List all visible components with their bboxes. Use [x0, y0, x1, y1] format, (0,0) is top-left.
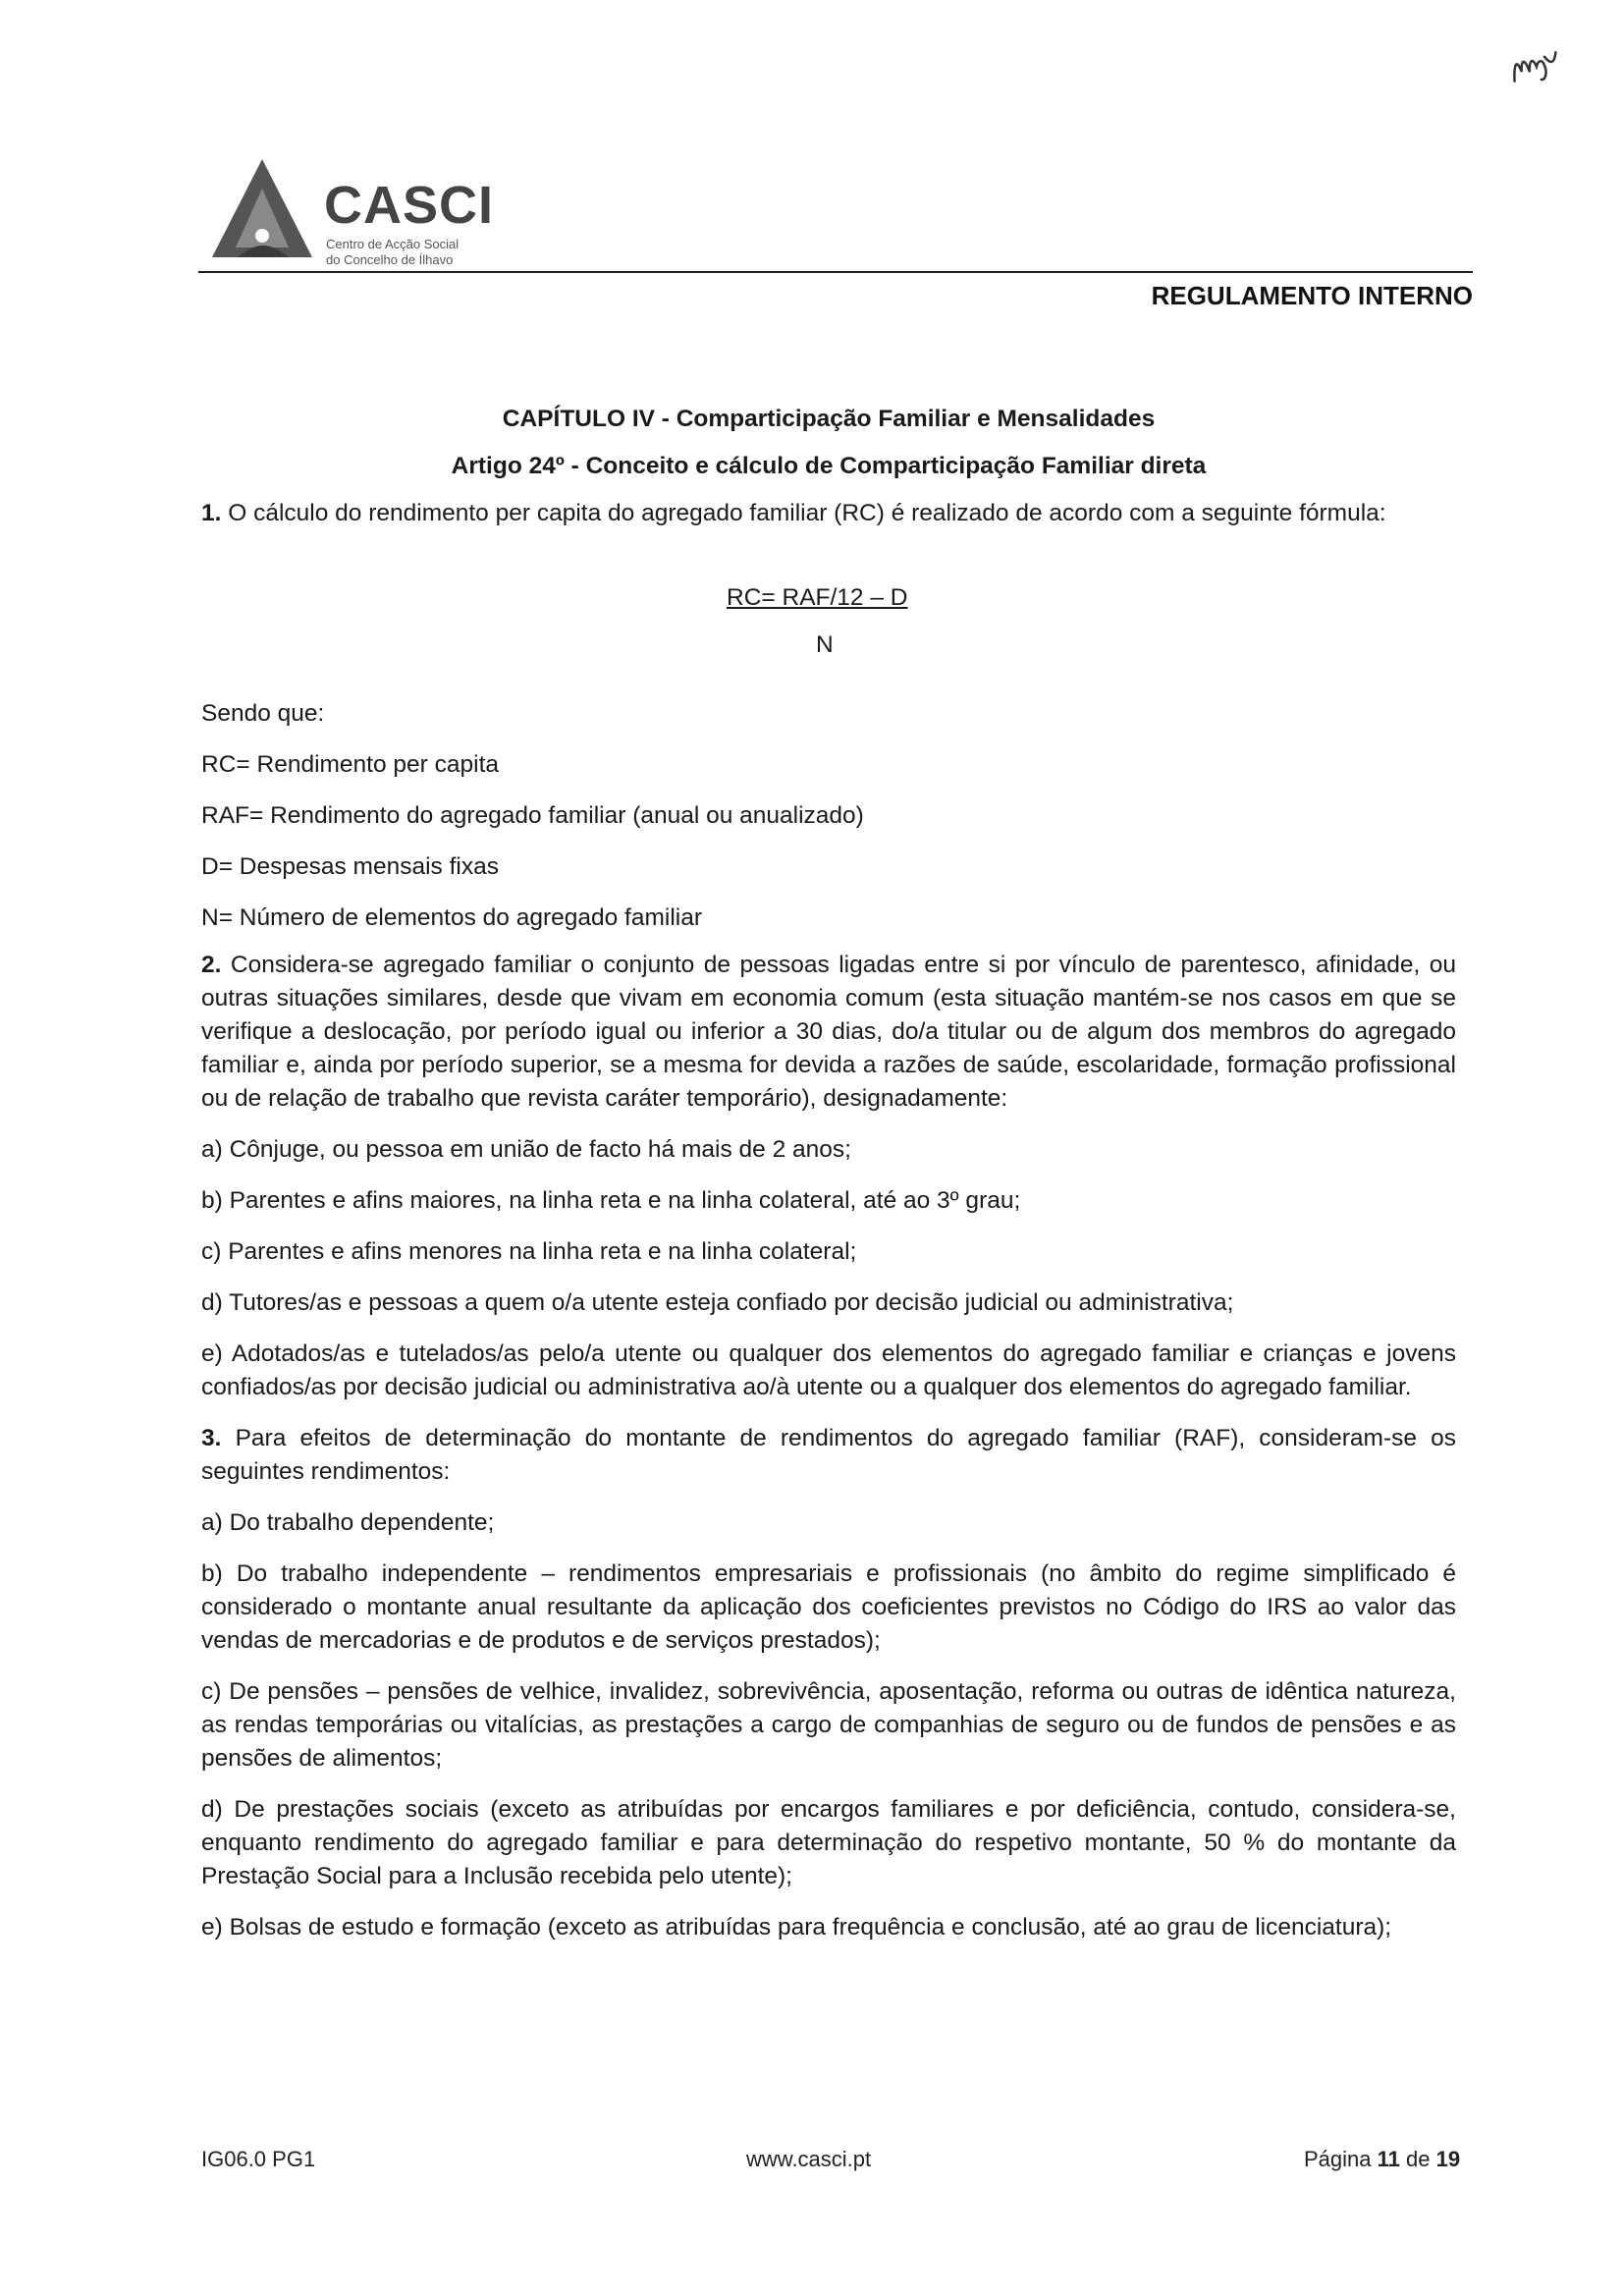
formula-denominator: N	[816, 631, 834, 658]
paragraph-3-text: Para efeitos de determinação do montante de rendimentos do agregado familiar (RAF), consideram-se os seguintes rendimentos:	[201, 1425, 1456, 1485]
list-item: c) Parentes e afins menores na linha reta e na linha colateral;	[201, 1238, 857, 1265]
formula-numerator: RC= RAF/12 – D	[727, 584, 908, 611]
footer-website[interactable]: www.casci.pt	[746, 2147, 872, 2171]
page-current: 11	[1377, 2147, 1400, 2171]
list-item: c) De pensões – pensões de velhice, invalidez, sobrevivência, aposentação, reforma ou outras de idêntica natureza, as rendas temporárias ou vitalícias, as prestações a cargo de companhias de seguro ou de fundos de pensões e as pensões de alimentos;	[201, 1678, 1456, 1772]
list-item: d) Tutores/as e pessoas a quem o/a utente esteja confiado por decisão judicial ou administrativa;	[201, 1289, 1234, 1316]
logo-mark-icon	[208, 155, 316, 263]
paragraph-2-number: 2.	[201, 952, 222, 978]
paragraph-3-number: 3.	[201, 1425, 222, 1451]
logo-subtitle	[326, 237, 459, 268]
header-rule	[198, 271, 1473, 273]
footer-page-number	[1304, 2147, 1460, 2172]
paragraph-2-text: Considera-se agregado familiar o conjunto de pessoas ligadas entre si por vínculo de parentesco, afinidade, ou outras situações similares, desde que vivam em economia comum (esta situação mantém-se nos casos em que se verifique a deslocação, por período igual ou inferior a 30 dias, do/a titular ou de algum dos membros do agregado familiar e, ainda por período superior, se a mesma for devida a razões de saúde, escolaridade, formação profissional ou de relação de trabalho que revista caráter temporário), designadamente:	[201, 952, 1456, 1112]
list-item: b) Parentes e afins maiores, na linha reta e na linha colateral, até ao 3º grau;	[201, 1187, 1021, 1214]
paragraph-3	[201, 1422, 1456, 1489]
chapter-heading: CAPÍTULO IV - Comparticipação Familiar e Mensalidades	[502, 406, 1156, 432]
paragraph-1-number: 1.	[201, 500, 222, 526]
list-item: d) De prestações sociais (exceto as atribuídas por encargos familiares e por deficiência, contudo, considera-se, enquanto rendimento do agregado familiar e para determinação do respetivo montante, 50 % do montante da Prestação Social para a Inclusão recebida pelo utente);	[201, 1796, 1456, 1889]
paragraph-1	[201, 497, 1456, 530]
definition-item: RC= Rendimento per capita	[201, 751, 500, 778]
paragraph-1-text: O cálculo do rendimento per capita do agregado familiar (RC) é realizado de acordo com a seguinte fórmula:	[221, 500, 1386, 526]
logo-name: CASCI	[324, 176, 495, 235]
list-item: e) Bolsas de estudo e formação (exceto as atribuídas para frequência e conclusão, até ao grau de licenciatura);	[201, 1914, 1392, 1941]
definition-item: D= Despesas mensais fixas	[201, 853, 499, 880]
definitions-intro: Sendo que:	[201, 700, 325, 727]
definition-item: N= Número de elementos do agregado familiar	[201, 904, 703, 931]
list-item: a) Cônjuge, ou pessoa em união de facto há mais de 2 anos;	[201, 1136, 851, 1163]
footer-code: IG06.0 PG1	[201, 2147, 316, 2171]
handwritten-initials	[1505, 42, 1565, 101]
paragraph-2	[201, 949, 1456, 1116]
page-of: de	[1406, 2147, 1431, 2171]
definition-item: RAF= Rendimento do agregado familiar (anual ou anualizado)	[201, 802, 864, 829]
page-label: Página	[1304, 2147, 1372, 2171]
document-title: REGULAMENTO INTERNO	[1151, 281, 1473, 310]
page-total: 19	[1435, 2147, 1461, 2171]
logo-subtitle-line2: do Concelho de Ílhavo	[326, 252, 454, 267]
formula	[201, 581, 1456, 709]
list-item: a) Do trabalho dependente;	[201, 1509, 495, 1536]
article-heading: Artigo 24º - Conceito e cálculo de Comparticipação Familiar direta	[451, 453, 1207, 479]
signature-icon	[1505, 42, 1563, 91]
list-item: e) Adotados/as e tutelados/as pelo/a utente ou qualquer dos elementos do agregado familiar e crianças e jovens confiados/as por decisão judicial ou administrativa ao/à utente ou a qualquer dos elementos do agregado familiar.	[201, 1340, 1456, 1400]
list-item: b) Do trabalho independente – rendimentos empresariais e profissionais (no âmbito do regime simplificado é considerado o montante anual resultante da aplicação dos coeficientes previstos no Código do IRS ao valor das vendas de mercadorias e de produtos e de serviços prestados);	[201, 1560, 1456, 1654]
casci-logo	[208, 155, 503, 273]
logo-subtitle-line1: Centro de Acção Social	[326, 237, 460, 251]
document-body	[201, 403, 1456, 1944]
